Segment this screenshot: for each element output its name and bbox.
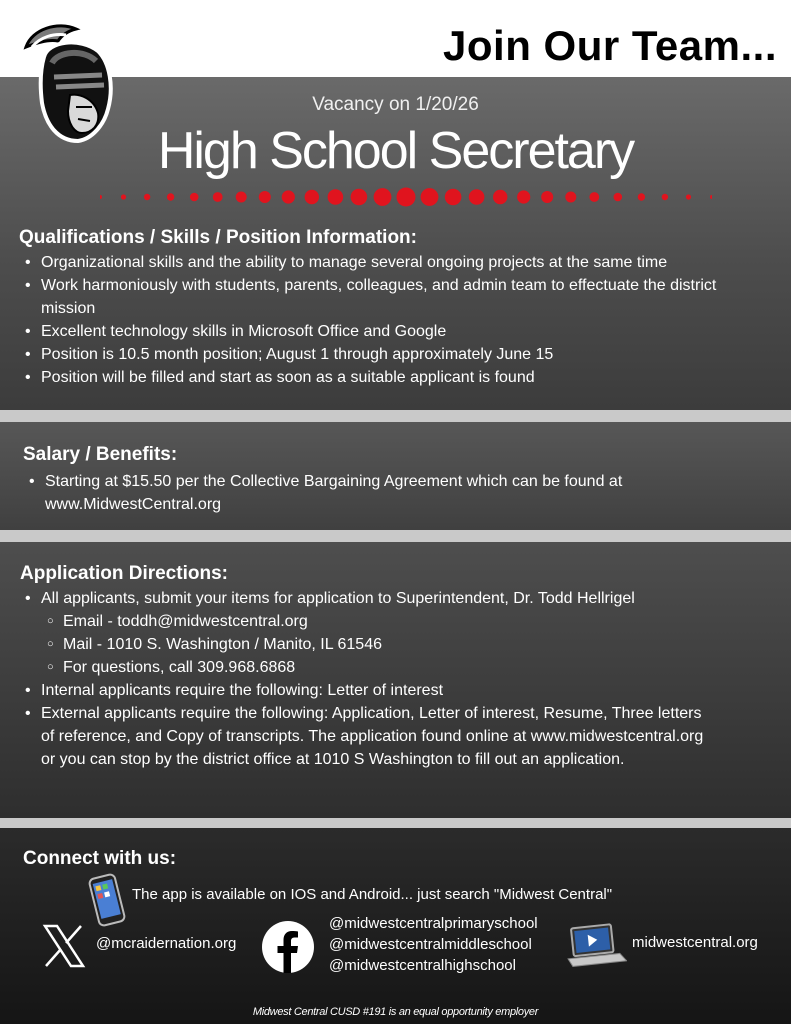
headline: Join Our Team... <box>443 22 777 69</box>
smartphone-icon <box>86 872 128 928</box>
facebook-pages <box>329 913 538 976</box>
list-item: • Position will be filled and start as soon as a suitable applicant is found <box>19 366 719 389</box>
application-list <box>19 587 719 771</box>
x-handle[interactable]: @mcraidernation.org <box>96 935 237 952</box>
divider-dot <box>397 188 416 207</box>
job-title: High School Secretary <box>157 122 634 180</box>
list-item: • Work harmoniously with students, parents, colleagues, and admin team to effectuate the district mission <box>19 274 719 320</box>
list-item: • Position is 10.5 month position; August 1 through approximately June 15 <box>19 343 719 366</box>
list-item: • Excellent technology skills in Microsoft Office and Google <box>19 320 719 343</box>
divider-dot <box>351 189 368 206</box>
divider-dot <box>541 191 553 203</box>
contact-email: ○ Email - toddh@midwestcentral.org <box>41 610 719 633</box>
section-divider <box>0 530 791 542</box>
facebook-page-primary[interactable]: @midwestcentralprimaryschool <box>329 915 538 932</box>
facebook-icon[interactable] <box>261 920 315 974</box>
divider-dot <box>662 194 668 200</box>
application-heading: Application Directions: <box>20 563 228 584</box>
divider-dot <box>710 195 712 199</box>
qualifications-panel <box>0 77 791 410</box>
contact-mail: ○ Mail - 1010 S. Washington / Manito, IL 61546 <box>41 633 719 656</box>
divider-dot <box>282 190 295 203</box>
knight-helmet-logo-icon <box>18 17 118 145</box>
connect-heading: Connect with us: <box>23 848 177 869</box>
list-item: • External applicants require the following: Application, Letter of interest, Resume, Three letters of reference, and Copy of transcripts. The application found online at www.midwestcentral.org or you can stop by the district office at 1010 S Washington to fill out an application. <box>19 702 719 771</box>
divider-dot <box>493 190 507 204</box>
qualifications-heading: Qualifications / Skills / Position Information: <box>19 227 417 248</box>
divider-dot <box>121 194 126 199</box>
section-divider <box>0 818 791 828</box>
contact-sublist <box>41 610 719 679</box>
list-item: • Internal applicants require the following: Letter of interest <box>19 679 719 702</box>
header-bar <box>0 0 791 77</box>
laptop-icon <box>563 922 627 972</box>
divider-dot <box>686 194 691 199</box>
divider-dot <box>305 190 319 204</box>
connect-panel <box>0 828 791 1024</box>
divider-dot <box>190 193 199 202</box>
divider-dot <box>236 192 247 203</box>
divider-dot <box>259 191 271 203</box>
facebook-page-middle[interactable]: @midwestcentralmiddleschool <box>329 936 532 953</box>
vacancy-date: Vacancy on 1/20/26 <box>312 94 479 115</box>
application-panel <box>0 542 791 818</box>
divider-dot <box>100 195 102 199</box>
salary-heading: Salary / Benefits: <box>23 444 178 465</box>
divider-dot <box>445 189 462 206</box>
x-logo-icon[interactable] <box>42 924 86 968</box>
list-item: • Starting at $15.50 per the Collective Bargaining Agreement which can be found at www.MidwestCentral.org <box>23 470 663 516</box>
divider-dot <box>213 192 223 202</box>
salary-list <box>23 470 663 516</box>
divider-dot <box>517 190 530 203</box>
equal-opportunity-statement: Midwest Central CUSD #191 is an equal opportunity employer <box>252 1006 539 1018</box>
list-item: • Organizational skills and the ability to manage several ongoing projects at the same time <box>19 251 719 274</box>
qualifications-list <box>19 251 719 389</box>
contact-phone: ○ For questions, call 309.968.6868 <box>41 656 719 679</box>
divider-dot <box>328 189 344 205</box>
salary-panel <box>0 422 791 530</box>
divider-dot <box>144 194 150 200</box>
red-dot-divider <box>100 185 712 209</box>
application-intro: All applicants, submit your items for application to Superintendent, Dr. Todd Hellrigel <box>41 590 635 607</box>
divider-dot <box>421 188 439 206</box>
divider-dot <box>469 189 485 205</box>
divider-dot <box>638 193 645 200</box>
app-availability-text: The app is available on IOS and Android... just search "Midwest Central" <box>132 886 613 903</box>
divider-dot <box>374 188 392 206</box>
divider-dot <box>614 193 623 202</box>
website-link[interactable]: midwestcentral.org <box>632 934 758 951</box>
divider-dot <box>589 192 599 202</box>
divider-dot <box>565 192 576 203</box>
section-divider <box>0 410 791 422</box>
list-item <box>19 587 719 679</box>
divider-dot <box>167 193 174 200</box>
facebook-page-high[interactable]: @midwestcentralhighschool <box>329 957 516 974</box>
